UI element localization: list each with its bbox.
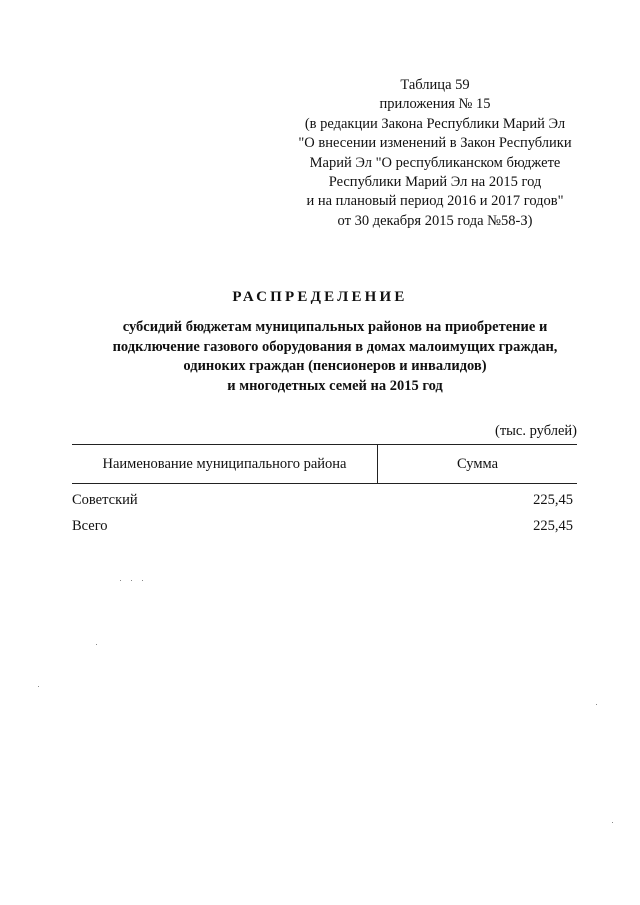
scan-speck <box>596 704 597 705</box>
scan-speck <box>96 644 97 645</box>
header-line: от 30 декабря 2015 года №58-З) <box>337 212 533 229</box>
subtitle-line: подключение газового оборудования в домах малоимущих граждан, <box>112 338 558 355</box>
header-line: "О внесении изменений в Закон Республики <box>298 135 572 152</box>
scan-speck <box>120 580 121 581</box>
subtitle-line: одиноких граждан (пенсионеров и инвалидов) <box>183 358 487 374</box>
scan-speck <box>612 822 613 823</box>
column-header-district: Наименование муниципального района <box>72 445 378 483</box>
header-line: Республики Марий Эл на 2015 год <box>328 174 542 191</box>
document-title: РАСПРЕДЕЛЕНИЕ <box>232 289 408 305</box>
table-header <box>72 444 577 484</box>
header-line: (в редакции Закона Республики Марий Эл <box>304 115 566 132</box>
subtitle-line: субсидий бюджетам муниципальных районов на приобретение и <box>122 319 548 335</box>
row-sum-value: 225,45 <box>533 492 573 508</box>
row-total-label: Всего <box>72 518 108 534</box>
table-row <box>72 492 577 518</box>
row-district-name: Советский <box>72 492 138 508</box>
scan-speck <box>142 580 143 581</box>
header-line: Марий Эл "О республиканском бюджете <box>309 154 561 171</box>
header-line: и на плановый период 2016 и 2017 годов" <box>306 193 564 210</box>
document-subtitle <box>80 318 590 396</box>
appendix-header <box>270 76 600 231</box>
subtitle-line: и многодетных семей на 2015 год <box>227 377 443 394</box>
row-total-value: 225,45 <box>533 518 573 534</box>
column-header-sum: Сумма <box>456 455 499 472</box>
scan-speck <box>131 580 132 581</box>
table-row-total <box>72 518 577 544</box>
header-line: Таблица 59 <box>400 77 470 93</box>
header-line: приложения № 15 <box>379 96 491 113</box>
distribution-table <box>72 444 577 544</box>
scan-speck <box>38 686 39 687</box>
unit-label: (тыс. рублей) <box>495 423 577 439</box>
